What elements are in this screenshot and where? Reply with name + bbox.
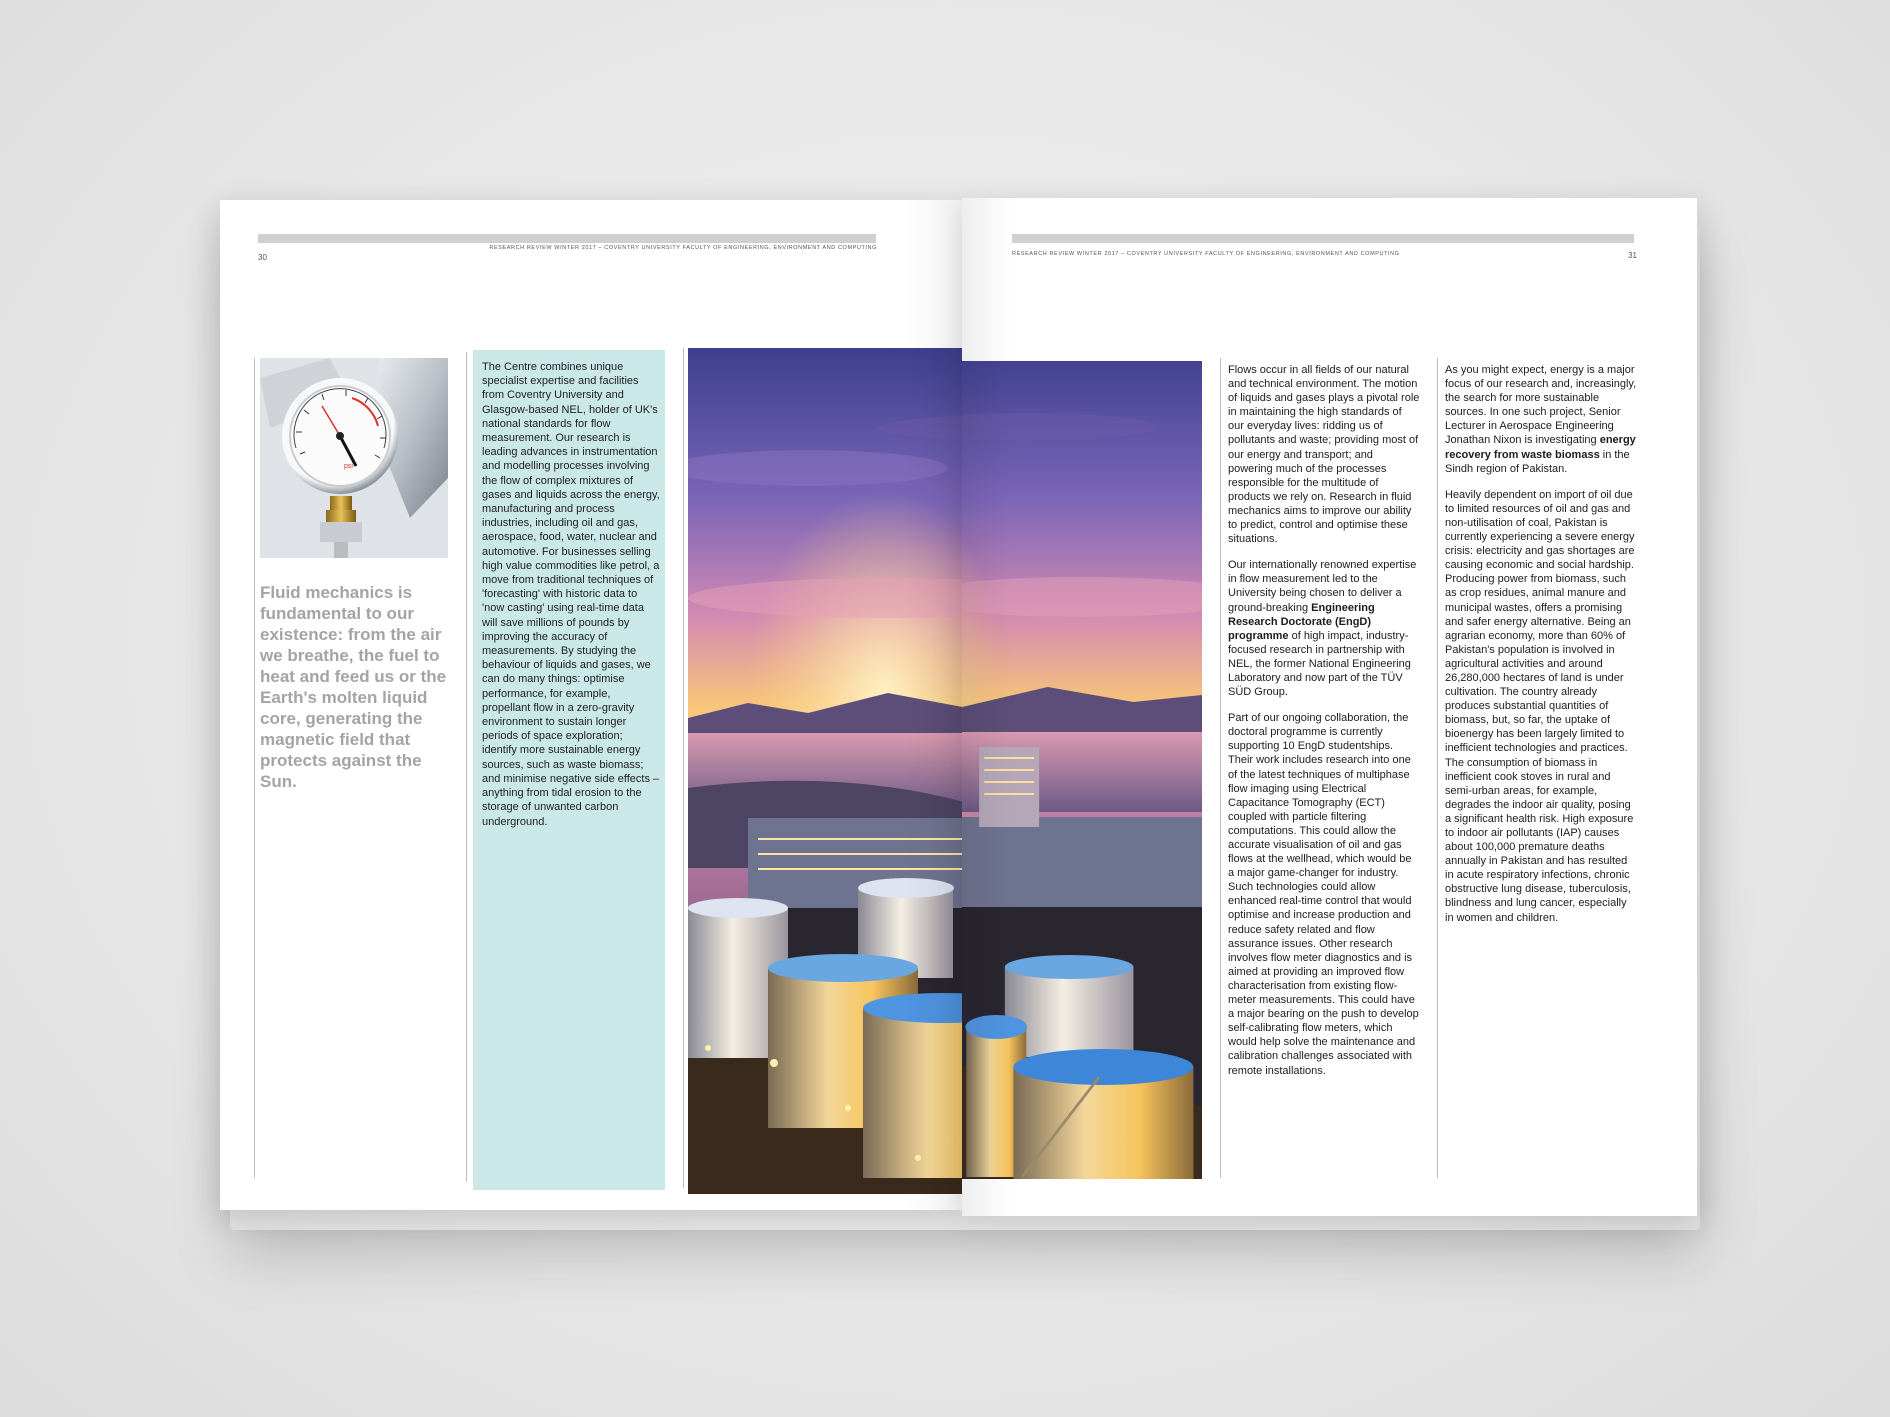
right-page [962,198,1697,1216]
oil-storage-tanks-photo [688,348,965,1194]
pressure-gauge-illustration [260,358,448,558]
column-rule [683,348,684,1188]
sidebar-text: The Centre combines unique specialist expertise and facilities from Coventry University and Glasgow-based NEL, holder of UK's national standards for flow measurement. Our research is leading advances in instrumentation and modelling processes involving the flow of complex mixtures of gases and liquids across the energy, manufacturing and process industries, including oil and gas, aerospace, food, water, nuclear and automotive. For businesses selling high value commodities like petrol, a move from traditional techniques of 'forecasting' with historic data to 'now casting' using real-time data will save millions of pounds by improving the accuracy of measurements. By studying the behaviour of liquids and gases, we can do many things: optimise performance, for example, propellant flow in a zero-gravity environment to sustain longer periods of space exploration; identify more sustainable energy sources, such as waste biomass; and minimise negative side effects – anything from tidal erosion to the storage of unwanted carbon underground. [482,361,660,828]
pull-quote: Fluid mechanics is fundamental to our existence: from the air we breathe, the fuel to heat and feed us or the Earth's molten liquid core, generating the magnetic field that protects against the Sun. [260,583,447,791]
running-head-left: RESEARCH REVIEW WINTER 2017 – COVENTRY UNIVERSITY FACULTY OF ENGINEERING, ENVIRONMENT AND COMPUTING [489,245,877,251]
page-number-left: 30 [258,253,267,262]
column-rule [1220,358,1221,1178]
bold-text-run: Engineering Research Doctorate (EngD) programme [1228,601,1375,642]
body-column-2 [1445,363,1637,937]
column-rule [254,358,255,1178]
refinery-photo-left [688,348,965,1194]
text-run: in the Sindh region of Pakistan. [1445,448,1630,475]
text-run: of high impact, industry-focused research in partnership with NEL, the former National Engineering Laboratory and now part of the TÜV SÜD Group. [1228,629,1411,699]
paragraph [1228,558,1420,699]
paragraph: Heavily dependent on import of oil due to limited resources of oil and gas and non-utilisation of coal, Pakistan is currently experiencing a severe energy crisis: electricity and gas shortages are causing economic and social hardship. Producing power from biomass, such as crop residues, animal manure and municipal wastes, offers a promising and safer energy alternative. Being an agrarian economy, more than 60% of Pakistan's population is involved in agricultural activities and around 26,280,000 hectares of land is under cultivation. The country already produces substantial quantities of biomass, but, so far, the uptake of bioenergy has been largely limited to inefficient technologies and practices. The consumption of biomass in inefficient cook stoves in rural and semi-urban areas, for example, degrades the indoor air quality, posing a significant health risk. High exposure to indoor air pollutants (IAP) causes about 100,000 premature deaths annually in Pakistan and has resulted in acute respiratory infections, chronic obstructive lung disease, tuberculosis, blindness and lung cancer, especially in women and children. [1445,488,1635,924]
paragraph: Part of our ongoing collaboration, the doctoral programme is currently supporting 10 EngD studentships. Their work includes research into one of the latest techniques of multiphase flow imaging using Electrical Capacitance Tomography (ECT) coupled with particle filtering computations. This could allow the accurate visualisation of oil and gas flows at the wellhead, which would be a major game-changer for industry. Such technologies could allow enhanced real-time control that would optimise and increase production and reduce safety related and flow assurance issues. Other research involves flow meter diagnostics and is aimed at providing an improved flow characterisation from existing flow-meter measurements. This could have a major bearing on the push to develop self-calibrating flow meters, which would help solve the maintenance and calibration challenges associated with remote installations. [1228,712,1419,1077]
body-column-1 [1228,363,1420,1090]
text-run: Our internationally renowned expertise in flow measurement led to the University being chosen to deliver a ground-breaking [1228,559,1417,614]
oil-storage-tanks-photo-continued [962,361,1202,1179]
refinery-photo-right [962,361,1202,1179]
column-rule [466,352,467,1182]
bold-text-run: energy recovery from waste biomass [1445,434,1636,461]
header-bar-right [1012,234,1634,243]
text-run: As you might expect, energy is a major focus of our research and, increasingly, the search for more sustainable sources. In one such project, Senior Lecturer in Aerospace Engineering Jonathan Nixon is investigating [1445,364,1637,447]
header-bar-left [258,234,876,243]
running-head-right: RESEARCH REVIEW WINTER 2017 – COVENTRY UNIVERSITY FACULTY OF ENGINEERING, ENVIRONMENT AND COMPUTING [1012,251,1400,257]
gauge-unit-label: psi [344,463,353,470]
page-number-right: 31 [1628,251,1637,260]
left-page [220,200,965,1210]
paragraph: Flows occur in all fields of our natural and technical environment. The motion of liquids and gases plays a pivotal role in maintaining the high standards of our everyday lives: ridding us of pollutants and waste; providing most of our energy and transport; and powering much of the processes responsible for the multitude of products we rely on. Research in fluid mechanics aims to improve our ability to predict, control and optimise these situations. [1228,364,1420,546]
column-rule [1437,358,1438,1178]
pressure-gauge-photo [260,358,448,558]
paragraph [1445,363,1637,476]
